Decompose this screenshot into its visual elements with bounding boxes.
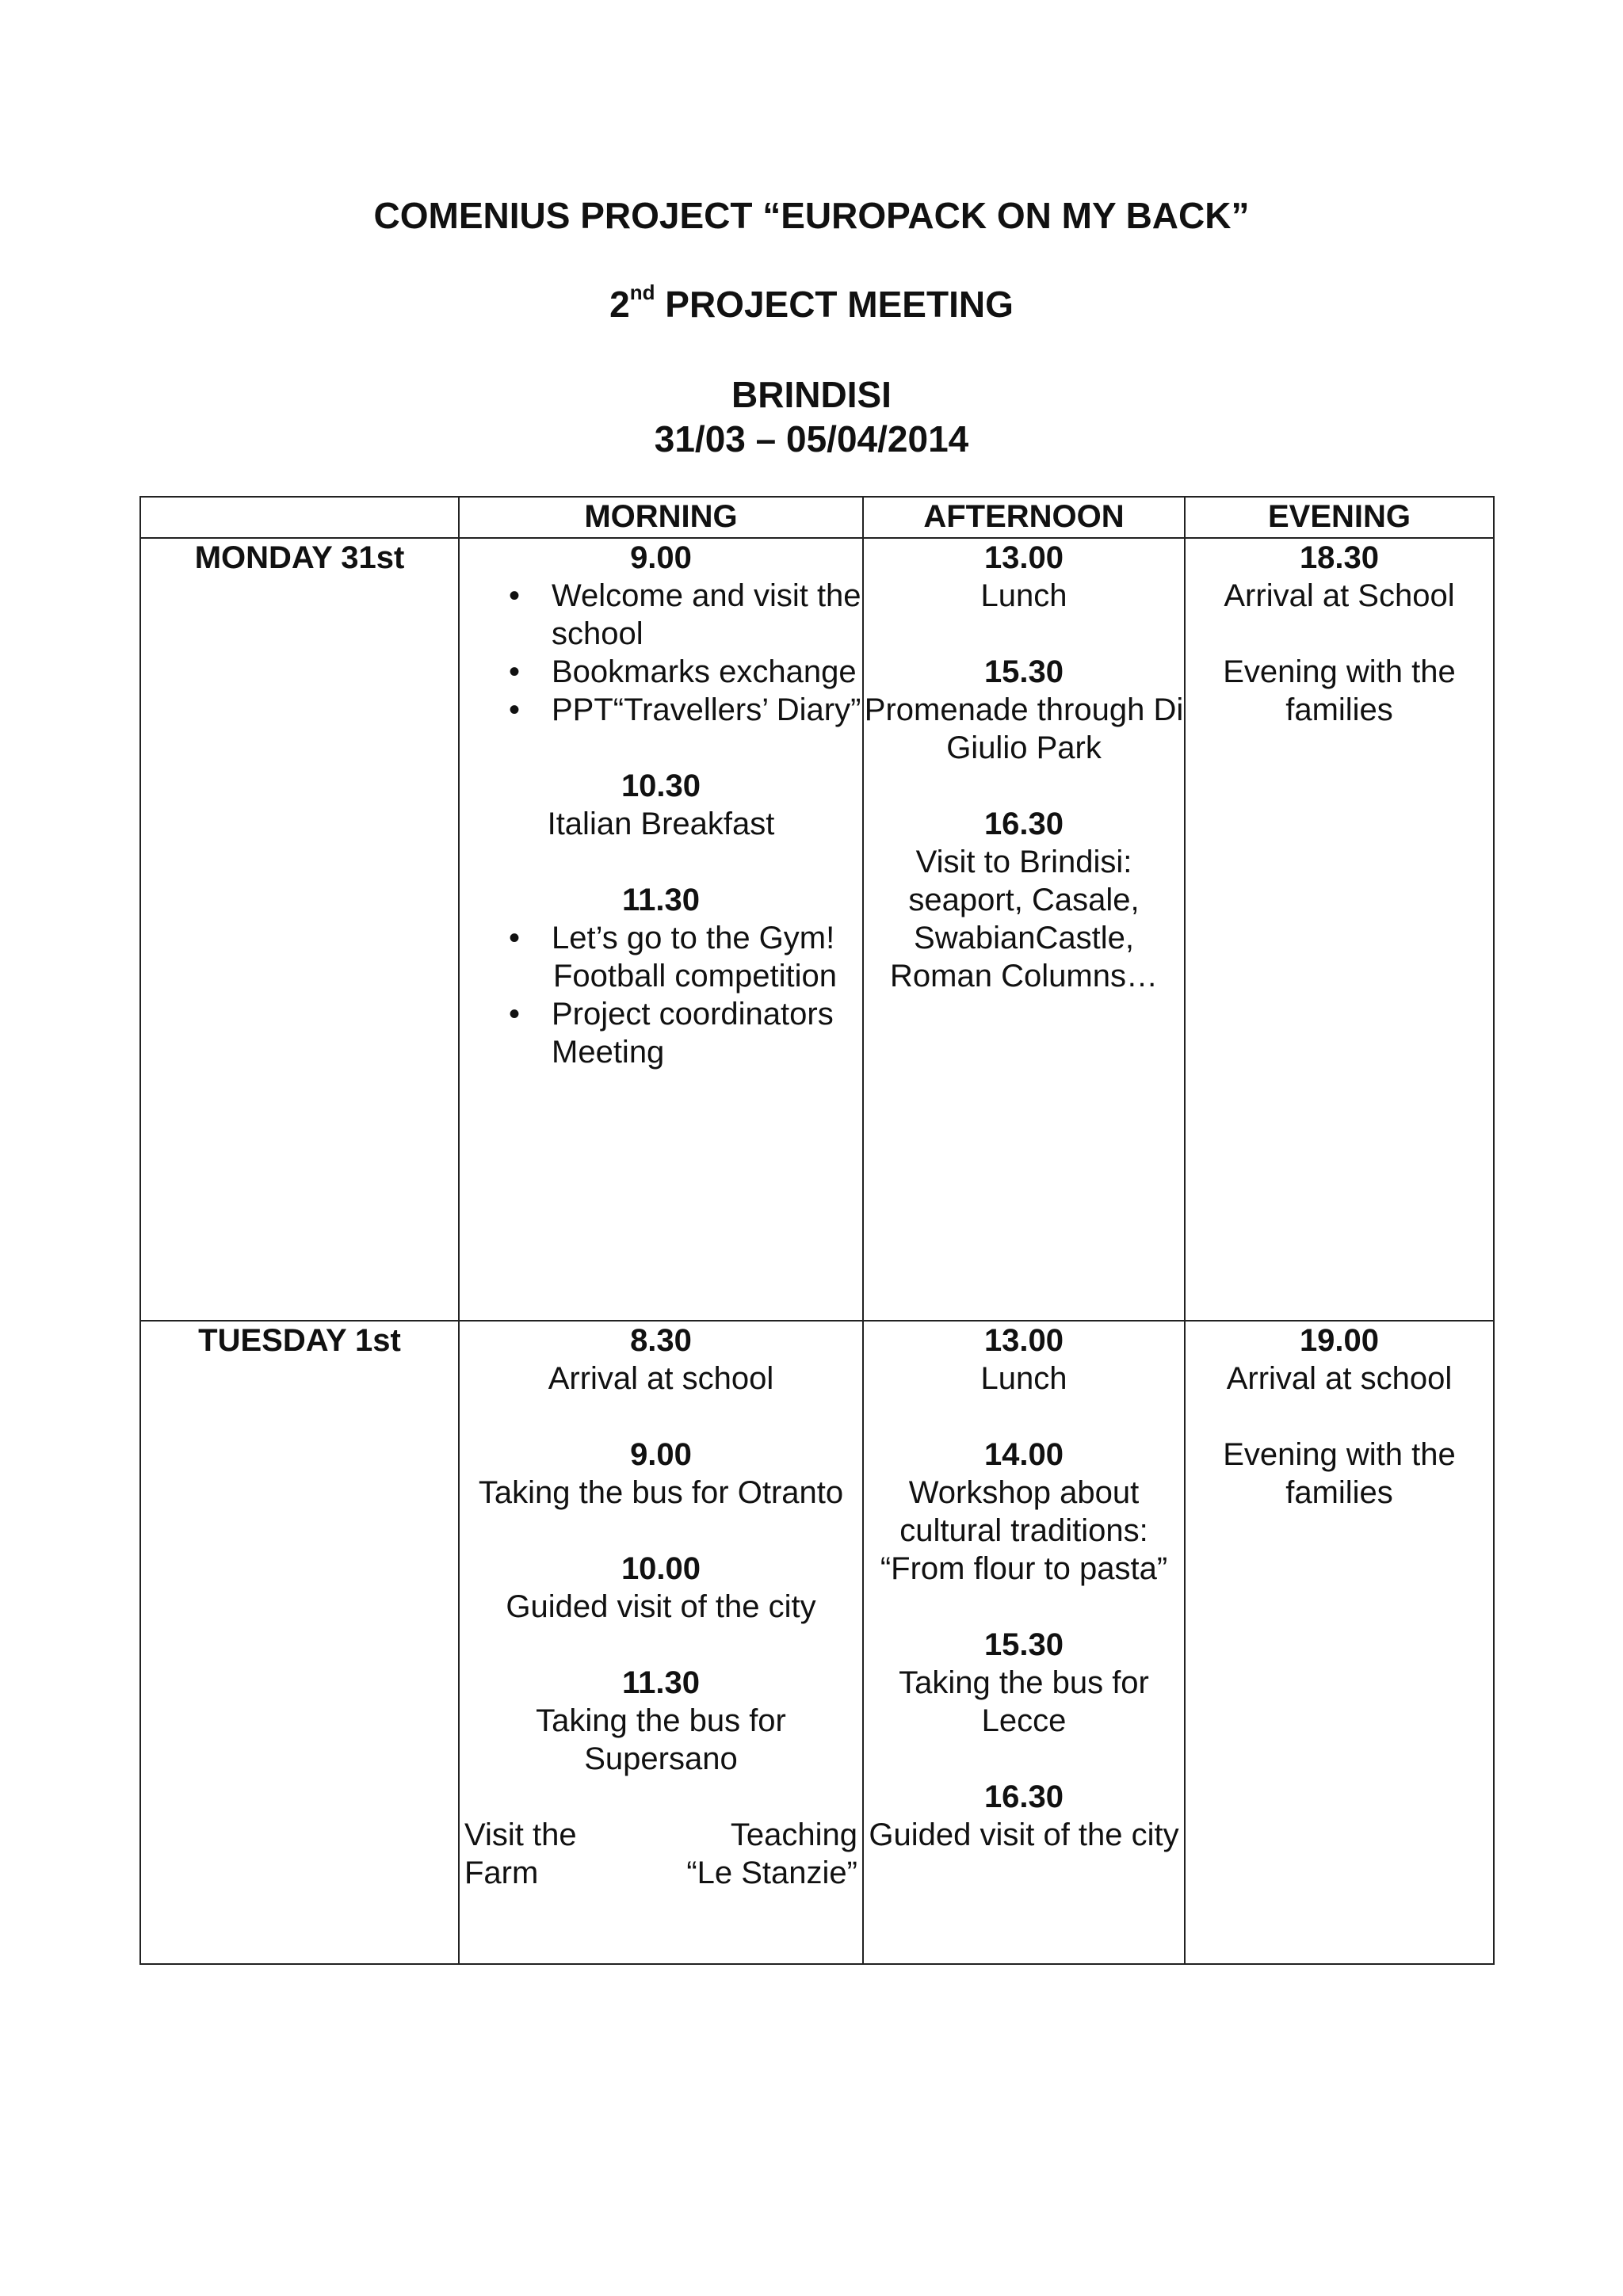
day-label-monday: MONDAY 31st	[140, 538, 459, 1321]
column-header-evening: EVENING	[1185, 497, 1494, 538]
time-label: 10.30	[621, 769, 701, 803]
dates-heading: 31/03 – 05/04/2014	[654, 418, 969, 460]
activity-text: Taking the bus for Otranto	[478, 1475, 844, 1510]
meeting-ordinal-suffix: nd	[629, 280, 655, 304]
column-header-morning: MORNING	[459, 497, 863, 538]
activity-text: Guided visit of the city	[869, 1817, 1179, 1852]
list-item: • Welcome and visit the school	[504, 577, 862, 653]
activity-list	[460, 577, 862, 729]
monday-afternoon-cell	[863, 538, 1185, 1321]
time-label: 14.00	[983, 1437, 1064, 1472]
activity-text: Evening with the families	[1223, 654, 1456, 727]
list-item: • PPT“Travellers’ Diary”	[504, 691, 862, 729]
list-item-text: Let’s go to the Gym!	[552, 921, 835, 955]
activity-text: Lunch	[980, 1361, 1067, 1396]
document-title: COMENIUS PROJECT “EUROPACK ON MY BACK”	[373, 195, 1250, 236]
time-label: 19.00	[1299, 1323, 1380, 1358]
tuesday-morning-cell	[459, 1321, 863, 1964]
monday-evening-cell	[1185, 538, 1494, 1321]
time-label: 15.30	[983, 654, 1064, 689]
time-label: 9.00	[630, 1437, 692, 1472]
activity-text: Arrival at school	[548, 1361, 774, 1396]
activity-text: “Le Stanzie”	[686, 1855, 857, 1890]
activity-text: Arrival at School	[1224, 578, 1455, 613]
tuesday-afternoon-cell	[863, 1321, 1185, 1964]
time-label: 18.30	[1299, 540, 1380, 575]
list-item	[504, 919, 862, 995]
schedule-table	[139, 496, 1495, 1965]
activity-text: Workshop about cultural traditions: “From flour to pasta”	[880, 1475, 1168, 1586]
time-label: 16.30	[983, 807, 1064, 841]
meeting-number: 2	[609, 284, 630, 325]
time-label: 11.30	[622, 1665, 700, 1700]
tuesday-evening-cell	[1185, 1321, 1494, 1964]
meeting-text: PROJECT MEETING	[665, 284, 1014, 325]
time-label: 16.30	[983, 1779, 1064, 1814]
monday-morning-cell	[459, 538, 863, 1321]
activity-text: Guided visit of the city	[506, 1589, 816, 1624]
column-header-day	[140, 497, 459, 538]
day-label-tuesday: TUESDAY 1st	[140, 1321, 459, 1964]
activity-text: Arrival at school	[1226, 1361, 1453, 1396]
table-row-tuesday	[140, 1321, 1494, 1964]
list-item-subtext: Football competition	[553, 959, 837, 994]
list-item: • Project coordinators Meeting	[504, 995, 862, 1071]
meeting-heading	[0, 282, 1623, 326]
activity-text: Promenade through Di Giulio Park	[864, 692, 1184, 765]
activity-text: Italian Breakfast	[547, 807, 775, 841]
time-label: 13.00	[983, 1323, 1064, 1358]
activity-text: Visit to Brindisi: seaport, Casale, SwabianCastle, Roman Columns…	[890, 845, 1158, 994]
time-label: 11.30	[622, 883, 700, 917]
time-label: 8.30	[630, 1323, 692, 1358]
activity-text: Taking the bus for Lecce	[899, 1665, 1149, 1738]
time-label: 10.00	[621, 1551, 701, 1586]
list-item: • Bookmarks exchange	[504, 653, 862, 691]
time-label: 9.00	[630, 540, 692, 575]
table-row-monday	[140, 538, 1494, 1321]
activity-text: Taking the bus for Supersano	[536, 1703, 786, 1776]
column-header-afternoon: AFTERNOON	[863, 497, 1185, 538]
table-header-row	[140, 497, 1494, 538]
activity-text: Farm	[464, 1855, 539, 1890]
activity-list	[460, 919, 862, 1071]
activity-text: Visit the	[464, 1817, 577, 1852]
activity-text: Evening with the families	[1223, 1437, 1456, 1510]
city-heading: BRINDISI	[731, 374, 892, 415]
farm-visit-block	[460, 1816, 862, 1892]
time-label: 15.30	[983, 1627, 1064, 1662]
activity-text: Teaching	[730, 1817, 857, 1852]
time-label: 13.00	[983, 540, 1064, 575]
activity-text: Lunch	[980, 578, 1067, 613]
